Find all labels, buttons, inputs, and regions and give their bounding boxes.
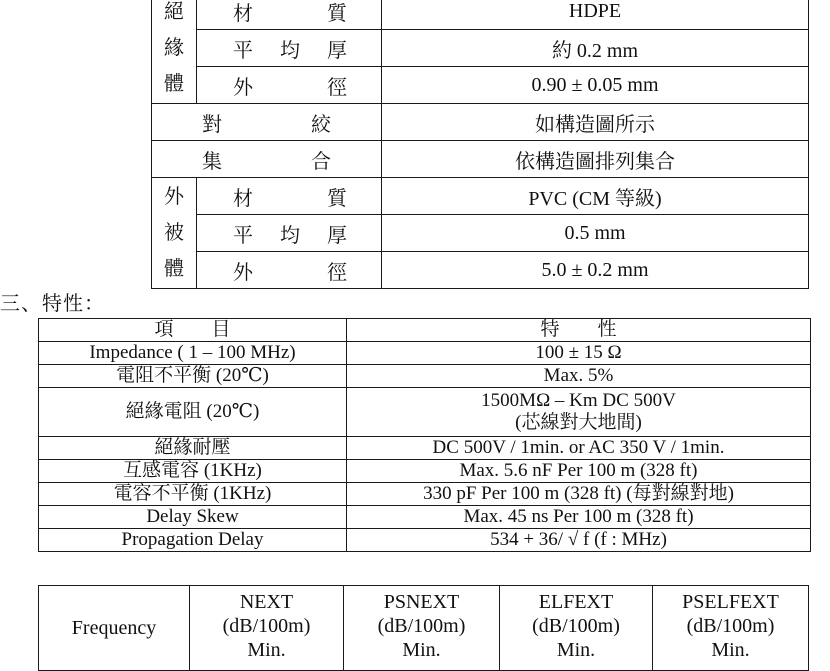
table-row xyxy=(39,365,811,388)
table-row xyxy=(39,460,811,483)
item-cell: 絕緣電阻 (20℃) xyxy=(39,388,347,437)
table-row xyxy=(152,104,809,141)
frequency-header: Frequency xyxy=(39,586,190,671)
section-heading: 三、特性： xyxy=(0,291,105,315)
table-row xyxy=(39,483,811,506)
item-cell: Delay Skew xyxy=(39,506,347,529)
table-row xyxy=(39,437,811,460)
table-row xyxy=(39,529,811,552)
table-row xyxy=(152,67,809,104)
item-cell: 絕緣耐壓 xyxy=(39,437,347,460)
row-label: 材 質 xyxy=(197,0,382,30)
row-label: 集 合 xyxy=(152,141,382,178)
group-char: 體 xyxy=(164,258,184,280)
row-label: 平 均 厚 xyxy=(197,215,382,252)
column-header: PSNEXT (dB/100m) Min. xyxy=(344,586,500,671)
column-header: ELFEXT (dB/100m) Min. xyxy=(500,586,653,671)
row-label: 外 徑 xyxy=(197,67,382,104)
table-row xyxy=(152,178,809,215)
row-value: 依構造圖排列集合 xyxy=(382,141,809,178)
row-label: 材 質 xyxy=(197,178,382,215)
table-row xyxy=(152,30,809,67)
item-cell: 電容不平衡 (1KHz) xyxy=(39,483,347,506)
item-cell: Impedance ( 1 – 100 MHz) xyxy=(39,342,347,365)
group-char: 外 xyxy=(164,186,184,208)
value-line: (芯線對大地間) xyxy=(515,412,642,433)
group-char: 絕 xyxy=(164,1,184,23)
table-row xyxy=(39,388,811,437)
table-row xyxy=(152,141,809,178)
row-value: PVC (CM 等級) xyxy=(382,178,809,215)
row-label: 外 徑 xyxy=(197,252,382,289)
row-value: 0.90 ± 0.05 mm xyxy=(382,67,809,104)
row-label: 對 絞 xyxy=(152,104,382,141)
group-char: 體 xyxy=(164,73,184,95)
column-header: PSELFEXT (dB/100m) Min. xyxy=(653,586,809,671)
characteristics-table xyxy=(38,318,811,552)
group-char: 緣 xyxy=(164,37,184,59)
jacket-group-label xyxy=(152,178,197,289)
value-line: 1500MΩ – Km DC 500V xyxy=(481,390,676,411)
item-cell: 電阻不平衡 (20℃) xyxy=(39,365,347,388)
value-cell: 534 + 36/ √ f (f : MHz) xyxy=(347,529,811,552)
group-char: 被 xyxy=(164,222,184,244)
row-value: 如構造圖所示 xyxy=(382,104,809,141)
column-header: NEXT (dB/100m) Min. xyxy=(190,586,344,671)
header-value: 特 性 xyxy=(347,319,811,342)
table-header-row xyxy=(39,319,811,342)
insulation-group-label xyxy=(152,0,197,104)
table-header-row xyxy=(39,586,809,671)
table-row xyxy=(39,342,811,365)
item-cell: 互感電容 (1KHz) xyxy=(39,460,347,483)
row-value: 5.0 ± 0.2 mm xyxy=(382,252,809,289)
table-row xyxy=(152,252,809,289)
frequency-table xyxy=(38,585,809,671)
row-label: 平 均 厚 xyxy=(197,30,382,67)
spec-table xyxy=(151,0,809,289)
row-value: 0.5 mm xyxy=(382,215,809,252)
value-cell: 100 ± 15 Ω xyxy=(347,342,811,365)
row-value: 約 0.2 mm xyxy=(382,30,809,67)
value-cell: Max. 45 ns Per 100 m (328 ft) xyxy=(347,506,811,529)
value-cell: Max. 5.6 nF Per 100 m (328 ft) xyxy=(347,460,811,483)
value-cell: DC 500V / 1min. or AC 350 V / 1min. xyxy=(347,437,811,460)
item-cell: Propagation Delay xyxy=(39,529,347,552)
value-cell xyxy=(347,388,811,437)
row-value: HDPE xyxy=(382,0,809,30)
value-cell: Max. 5% xyxy=(347,365,811,388)
header-item: 項 目 xyxy=(39,319,347,342)
value-cell: 330 pF Per 100 m (328 ft) (每對線對地) xyxy=(347,483,811,506)
table-row xyxy=(152,0,809,30)
table-row xyxy=(39,506,811,529)
table-row xyxy=(152,215,809,252)
